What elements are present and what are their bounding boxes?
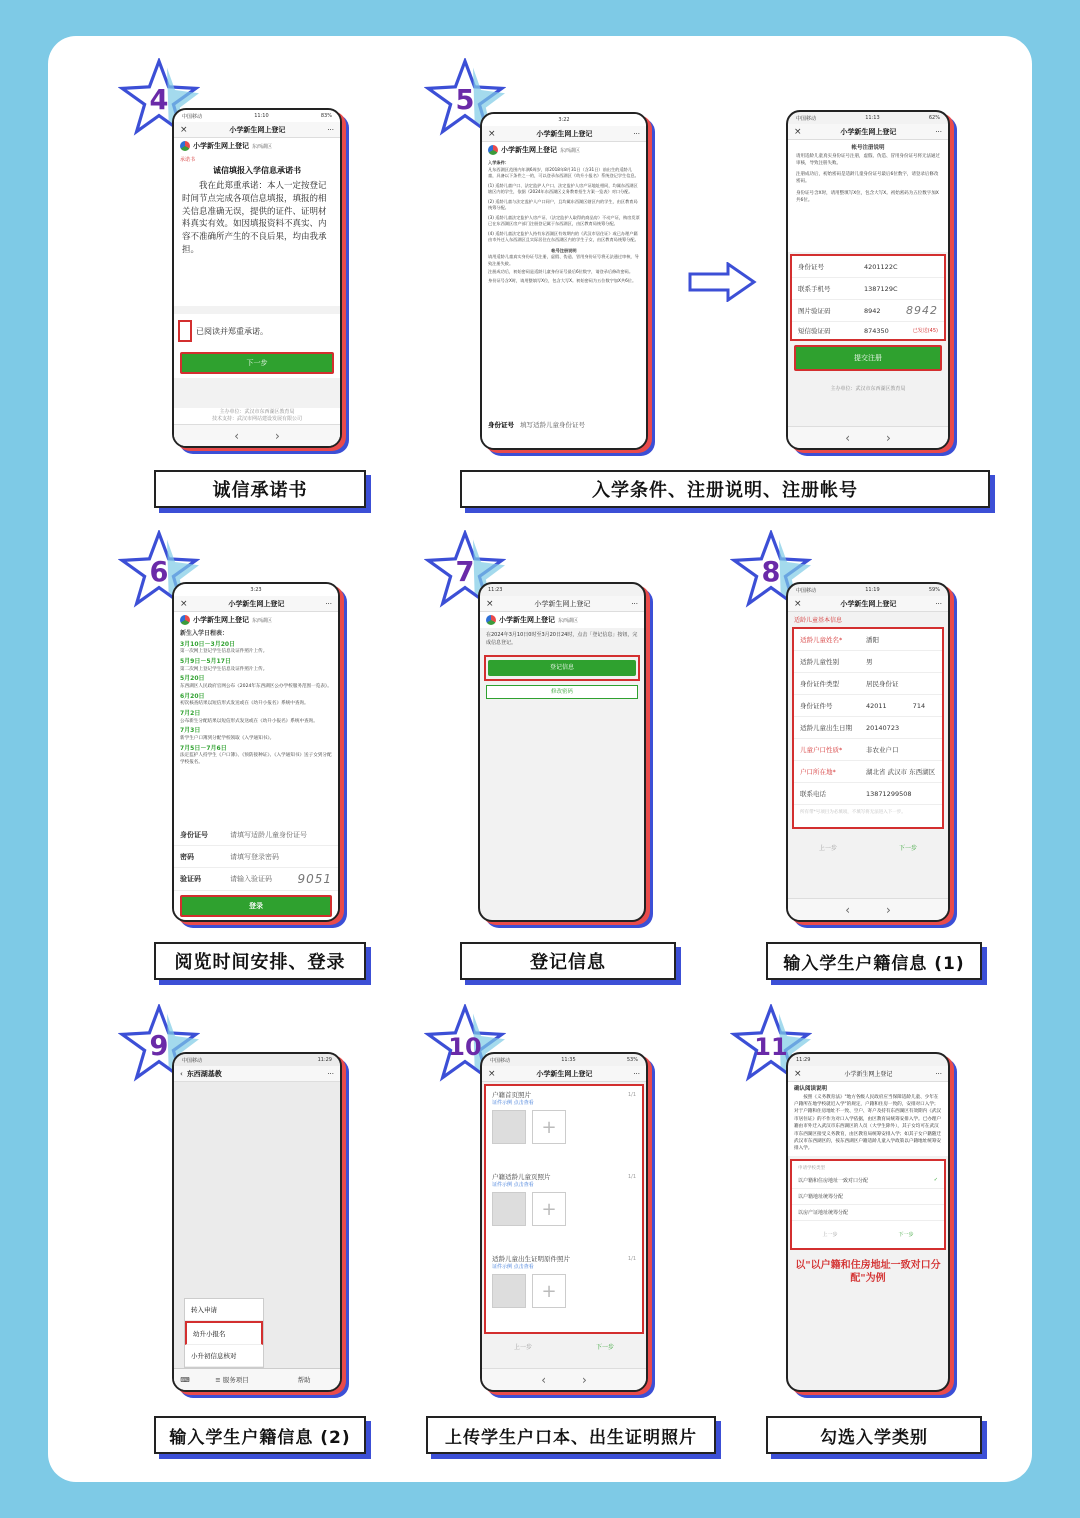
close-icon[interactable]: × (486, 598, 494, 609)
uploaded-photo[interactable] (492, 1274, 526, 1308)
phone-screen: 中国移动 11:29 ‹ 东西湖基教 ··· 转入申请 幼升小报名 小升初信息核对 ⌨ ≡ 服务项目 帮助 (172, 1052, 342, 1392)
student-info-form (792, 627, 944, 829)
form-row[interactable] (794, 651, 942, 673)
next-button[interactable]: 下一步 (898, 845, 917, 852)
form-row[interactable] (794, 695, 942, 717)
svg-text:6: 6 (149, 557, 169, 589)
close-icon[interactable]: × (180, 598, 188, 609)
step-caption: 诚信承诺书 (154, 470, 366, 508)
option-property[interactable]: 以房产证地址统筹分配 (798, 1209, 849, 1216)
field-value[interactable]: 潘阳 (866, 636, 879, 644)
close-icon[interactable]: × (488, 128, 496, 139)
arrow-right-icon (688, 262, 758, 306)
schedule-text: 新学生户口簿到分配学校领取《入学通知书》。 (180, 736, 275, 742)
schedule-text: 第二次网上登记学生信息及证件照片上传。 (180, 666, 268, 672)
logo-icon (486, 615, 496, 625)
svg-text:5: 5 (455, 85, 475, 117)
step-caption: 上传学生户口本、出生证明照片 (426, 1416, 716, 1454)
upload-label: 户籍适龄儿童页照片 (492, 1173, 551, 1181)
forward-icon[interactable]: › (582, 1372, 587, 1387)
phone-screen: 3:22 × 小学新生网上登记 ··· 小学新生网上登记 东西湖区 入学条件： 凡东西湖区范围内年满6周岁，即2018年8月31日（含31日）前出生的适龄儿童，具备以下条件之一的，可以登录东西湖区《幼升小报名》系统登记学生信息。 (1) 适龄儿童户口、法定监护人户口、法定监护人房产证地址相同，均属东西湖区辖区内的学生，依据《2024年东西湖区义务教育招生方案一览表》对口分配。 (2) 适龄儿童与法定监护人户口同户，且均属东西湖区辖区内的学生，由区教育局统筹分配。 (3) 适龄儿童法定监护人房产证、（法定监护人取得的商品房）不动产证，购房发票已在东西湖区房产部门注册登记属于东西湖区，由区教育局统筹分配。 (4) 适龄儿童法定监护人持有东西湖区有效期内的《武汉市居住证》或已办理户籍由市外迁入东西湖区且实际居住在东西湖区内的学生子女，由区教育局统筹分配。 帐号注册说明 请用适龄儿童真实身份证号注册，虚假、伪造、冒用身份证号将无法通过审核，导致注册失败。 注册成功后，初始密码是适龄儿童身份证号最后6位数字，请登录后修改密码。 身份证号含X时，请用整填写X位，包含大写X。初始密码为五位数字加X共6位。 身份证号 填写适龄儿童身份证号 (480, 112, 648, 450)
schedule-text: 东西湖区人民政府官网公布《2024年东西湖区公办学校服务范围一览表》。 (180, 684, 332, 690)
form-row[interactable] (794, 761, 942, 783)
schedule-date: 7月3日 (180, 727, 201, 735)
menu-item-transfer[interactable]: 转入申请 (185, 1299, 263, 1321)
back-icon[interactable]: ‹ (845, 902, 850, 917)
form-note: 所有带*号项目为必填项，不填写将无法进入下一步。 (800, 810, 906, 815)
change-password-button[interactable]: 修改密码 (486, 685, 638, 699)
back-icon[interactable]: ‹ (845, 430, 850, 445)
forward-icon[interactable]: › (886, 430, 891, 445)
prev-button[interactable]: 上一步 (818, 845, 837, 852)
check-icon: ✓ (933, 1177, 938, 1184)
captcha-image[interactable]: 8942 (906, 304, 938, 317)
submit-button[interactable]: 提交注册 (794, 345, 942, 371)
form-row[interactable] (794, 717, 942, 739)
svg-text:4: 4 (149, 85, 169, 117)
svg-text:7: 7 (455, 557, 475, 589)
close-icon[interactable]: × (794, 126, 802, 137)
field-label: 身份证件类型 (800, 680, 839, 688)
back-icon[interactable]: ‹ (234, 428, 239, 443)
service-menu (184, 1298, 264, 1368)
field-label: 适龄儿童姓名* (800, 636, 843, 644)
upload-item (486, 1168, 642, 1250)
forward-icon[interactable]: › (886, 902, 891, 917)
phone-screen: 11:29 × 小学新生网上登记 ··· 确认阅读说明 按照《义务教育法》"地方各级人民政府应当保障适龄儿童、少年在户籍所在地学校就近入学"的规定，户籍和住房一致的，安排对口入学；对于户籍和住房地址不一致、空户、寄户及持有东西湖区有效期内《武汉市居住证》的不作为对口入学依据，由区教育局统筹安排入学。已办理户籍由市外迁入武汉市东西湖区的人员（大学生除外），其子女均可在武汉市东西湖区接受义务教育，由区教育局统筹安排入学；如其子女户籍随迁武汉市东西湖区的，按东西湖区户籍适龄儿童入学政策以户籍地址统筹安排入学。 申请学校类型 以户籍和住房地址一致对口分配 ✓ 以户籍地址统筹分配 以房产证地址统筹分配 上一步 下一步 以"以户籍和住房地址一致对口分配"为例 (786, 1052, 950, 1392)
schedule-date: 7月5日－7月6日 (180, 744, 227, 752)
phone-input[interactable]: 1387129C (864, 284, 898, 293)
prev-button[interactable]: 上一步 (513, 1344, 532, 1351)
schedule-text: 第一次网上登记学生信息及证件照片上传。 (180, 649, 268, 655)
field-label: 适龄儿童性别 (800, 658, 839, 666)
upload-count: 1/1 (627, 1256, 636, 1262)
step-caption: 登记信息 (460, 942, 676, 980)
next-button[interactable]: 下一步 (180, 352, 334, 374)
svg-text:10: 10 (448, 1033, 482, 1062)
schedule-item (180, 727, 332, 742)
id-input[interactable]: 4201122C (864, 262, 898, 271)
option-household[interactable]: 以户籍地址统筹分配 (798, 1193, 844, 1200)
schedule-date: 7月2日 (180, 710, 201, 718)
close-icon[interactable]: × (488, 1068, 496, 1079)
keyboard-icon[interactable]: ⌨ (180, 1375, 190, 1384)
more-icon[interactable]: ··· (327, 125, 334, 134)
schedule-date: 3月10日－3月20日 (180, 640, 236, 648)
schedule-item (180, 675, 332, 690)
logo-icon (180, 141, 190, 151)
add-photo-icon[interactable]: + (532, 1192, 566, 1226)
menu-item-check[interactable]: 小升初信息核对 (185, 1345, 263, 1367)
upload-section (484, 1084, 644, 1334)
form-row[interactable] (794, 739, 942, 761)
add-photo-icon[interactable]: + (532, 1110, 566, 1144)
svg-text:8: 8 (761, 557, 781, 589)
field-value[interactable]: 42011 714 (866, 702, 926, 710)
field-value[interactable]: 男 (866, 658, 873, 666)
field-label: 儿童户口性质* (800, 746, 843, 754)
password-input[interactable]: 请填写登录密码 (230, 852, 279, 861)
upload-label: 适龄儿童出生证明原件照片 (492, 1255, 570, 1263)
schedule-date: 5月20日 (180, 675, 205, 683)
more-icon[interactable]: ··· (935, 127, 942, 136)
back-icon[interactable]: ‹ (541, 1372, 546, 1387)
example-link[interactable]: 证件示例 点击查看 (492, 1100, 534, 1106)
close-icon[interactable]: × (794, 598, 802, 609)
schedule-date: 5月9日－5月17日 (180, 658, 231, 666)
next-button[interactable]: 下一步 (595, 1344, 614, 1351)
field-label: 联系电话 (800, 790, 826, 798)
more-icon[interactable]: ··· (631, 599, 638, 608)
schedule-text: 法定监护人持学生《户口簿》、《预防接种证》、《入学通知书》送子女到分配学校报名。 (180, 753, 332, 766)
schedule-item (180, 658, 332, 673)
svg-text:9: 9 (149, 1031, 169, 1063)
tab-services[interactable]: ≡ 服务项目 (215, 1376, 249, 1384)
field-value[interactable]: 湖北省 武汉市 东西湖区 (866, 768, 936, 776)
id-input[interactable]: 填写适龄儿童身份证号 (520, 421, 585, 429)
schedule-text: 公布新生分配结果以短信形式发送或在《幼升小报名》系统中查询。 (180, 718, 318, 724)
svg-text:11: 11 (754, 1033, 788, 1062)
add-photo-icon[interactable]: + (532, 1274, 566, 1308)
more-icon[interactable]: ··· (935, 599, 942, 608)
close-icon[interactable]: × (794, 1068, 802, 1079)
field-value[interactable]: 非农业户口 (866, 746, 899, 754)
tab-help[interactable]: 帮助 (297, 1376, 311, 1384)
phone-screen: 中国移动 11:13 62% × 小学新生网上登记 ··· 帐号注册说明 请用适龄儿童真实身份证号注册，虚假、伪造、冒用身份证号将无法通过审核，导致注册失败。 注册成功后，初始密码是适龄儿童身份证号最后6位数字，请登录后修改密码。 身份证号含X时，请用整填写X位，包含大写X。初始密码为五位数字加X共6位。 身份证号 4201122C 联系手机号 1387129C 图片验证码 8942 8942 短信验证码 874350 已发送(45) 提交注册 主办单位：武汉市东西湖区教育局 ‹ › (786, 110, 950, 450)
register-info-button[interactable]: 登记信息 (488, 660, 636, 676)
agree-checkbox[interactable] (178, 320, 192, 342)
field-value[interactable]: 13871299508 (866, 789, 912, 798)
phone-screen: 中国移动 11:19 59% × 小学新生网上登记 ··· 适龄儿童基本信息 适龄儿童姓名* 潘阳 适龄儿童性别 男 身份证件类型 居民身份证 身份证件号 42011 714 适龄儿童出生日期 20140723 儿童户口性质* 非农业户口 户口所在地* 湖北省 武汉市 东西湖区 联系电话 13871299508 所有带*号项目为必填项，不填写将无法进入下一步。 上一步 下一步 ‹ › (786, 582, 950, 922)
phone-screen: 11:23 × 小学新生网上登记 ··· 小学新生网上登记 东西湖区 在2024年3月10日0时至3月20日24时，点击「登记信息」按钮，完成信息登记。 登记信息 修改密码 (478, 582, 646, 922)
captcha-image[interactable]: 9051 (297, 872, 332, 886)
step-caption: 入学条件、注册说明、注册帐号 (460, 470, 990, 508)
example-note: 以"以户籍和住房地址一致对口分配"为例 (795, 1259, 941, 1284)
uploaded-photo[interactable] (492, 1110, 526, 1144)
field-label: 户口所在地* (800, 768, 836, 776)
logo-icon (180, 615, 190, 625)
upload-count: 1/1 (627, 1092, 636, 1098)
uploaded-photo[interactable] (492, 1192, 526, 1226)
upload-label: 户籍首页照片 (492, 1091, 531, 1099)
more-icon[interactable]: ··· (633, 1069, 640, 1078)
phone-screen: 中国移动 11:35 53% × 小学新生网上登记 ··· 户籍首页照片 证件示例 点击查看 1/1 + 户籍适龄儿童页照片 证件示例 点击查看 1/1 + 适龄儿童出生证明原件照片 证件示例 点击查看 1/1 + 上一步 下一步 ‹ › (480, 1052, 648, 1392)
schedule-date: 6月20日 (180, 692, 205, 700)
upload-item (486, 1086, 642, 1168)
close-icon[interactable]: × (180, 124, 188, 135)
more-icon[interactable]: ··· (327, 1069, 334, 1078)
captcha-input[interactable]: 请输入验证码 (230, 875, 272, 883)
field-label: 身份证件号 (800, 702, 833, 710)
more-icon[interactable]: ··· (935, 1069, 942, 1078)
step-caption: 勾选入学类别 (766, 1416, 982, 1454)
logo-icon (488, 145, 498, 155)
login-button[interactable]: 登录 (180, 895, 332, 917)
step-caption: 阅览时间安排、登录 (154, 942, 366, 980)
more-icon[interactable]: ··· (325, 599, 332, 608)
phone-screen: 中国移动 11:10 83% × 小学新生网上登记 ··· 小学新生网上登记 东西湖区 承诺书 诚信填报入学信息承诺书 我在此郑重承诺：本人一定按登记时间节点完成各项信息填报，填报的相关信息准确无误，提供的证件、证明材料真实有效。如因填报资料不真实、内容不准确所产生的不良后果，均由我承担。 已阅读并郑重承诺。 下一步 主办单位：武汉市东西湖区教育局 技术支持：武汉市网站建设发展有限公司 ‹ › (172, 108, 342, 448)
captcha-input[interactable]: 8942 (864, 306, 881, 315)
forward-icon[interactable]: › (275, 428, 280, 443)
next-button[interactable]: 下一步 (898, 1231, 914, 1238)
phone-screen: 3:23 × 小学新生网上登记 ··· 小学新生网上登记 东西湖区 新生入学日程表： 3月10日－3月20日 第一次网上登记学生信息及证件照片上传。 5月9日－5月17日 第二次网上登记学生信息及证件照片上传。 5月20日 东西湖区人民政府官网公布《2024年东西湖区公办学校服务范围一览表》。 6月20日 初次核查结果以短信形式发送或在《幼升小报名》系统中查询。 7月2日 公布新生分配结果以短信形式发送或在《幼升小报名》系统中查询。 7月3日 新学生户口簿到分配学校领取《入学通知书》。 7月5日－7月6日 法定监护人持学生《户口簿》、《预防接种证》、《入学通知书》送子女到分配学校报名。 身份证号 请填写适龄儿童身份证号 密码 请填写登录密码 验证码 请输入验证码 9051 登录 (172, 582, 340, 922)
schedule-list: 新生入学日程表： 3月10日－3月20日 第一次网上登记学生信息及证件照片上传。 5月9日－5月17日 第二次网上登记学生信息及证件照片上传。 5月20日 东西湖区人民政府官网公布《2024年东西湖区公办学校服务范围一览表》。 6月20日 初次核查结果以短信形式发送或在《幼升小报名》系统中查询。 7月2日 公布新生分配结果以短信形式发送或在《幼升小报名》系统中查询。 7月3日 新学生户口簿到分配学校领取《入学通知书》。 7月5日－7月6日 法定监护人持学生《户口簿》、《预防接种证》、《入学通知书》送子女到分配学校报名。 (180, 630, 332, 766)
field-value[interactable]: 20140723 (866, 723, 900, 732)
more-icon[interactable]: ··· (633, 129, 640, 138)
field-label: 适龄儿童出生日期 (800, 724, 852, 732)
field-value[interactable]: 居民身份证 (866, 680, 899, 688)
upload-item (486, 1250, 642, 1332)
schedule-item (180, 693, 332, 708)
example-link[interactable]: 证件示例 点击查看 (492, 1182, 534, 1188)
schedule-item (180, 745, 332, 767)
upload-count: 1/1 (627, 1174, 636, 1180)
form-row[interactable] (794, 673, 942, 695)
sms-input[interactable]: 874350 (864, 326, 889, 335)
form-row[interactable] (794, 629, 942, 651)
prev-button[interactable]: 上一步 (822, 1231, 838, 1238)
option-consistent[interactable]: 以户籍和住房地址一致对口分配 (798, 1177, 869, 1184)
form-row[interactable] (794, 783, 942, 805)
menu-item-enroll[interactable]: 幼升小报名 (185, 1321, 263, 1345)
schedule-text: 初次核查结果以短信形式发送或在《幼升小报名》系统中查询。 (180, 701, 309, 707)
schedule-item (180, 641, 332, 656)
back-chevron-icon[interactable]: ‹ (180, 1069, 183, 1078)
example-link[interactable]: 证件示例 点击查看 (492, 1264, 534, 1270)
schedule-item (180, 710, 332, 725)
id-input[interactable]: 请填写适龄儿童身份证号 (230, 830, 307, 839)
step-caption: 输入学生户籍信息 (2) (154, 1416, 366, 1454)
step-caption: 输入学生户籍信息 (1) (766, 942, 982, 980)
